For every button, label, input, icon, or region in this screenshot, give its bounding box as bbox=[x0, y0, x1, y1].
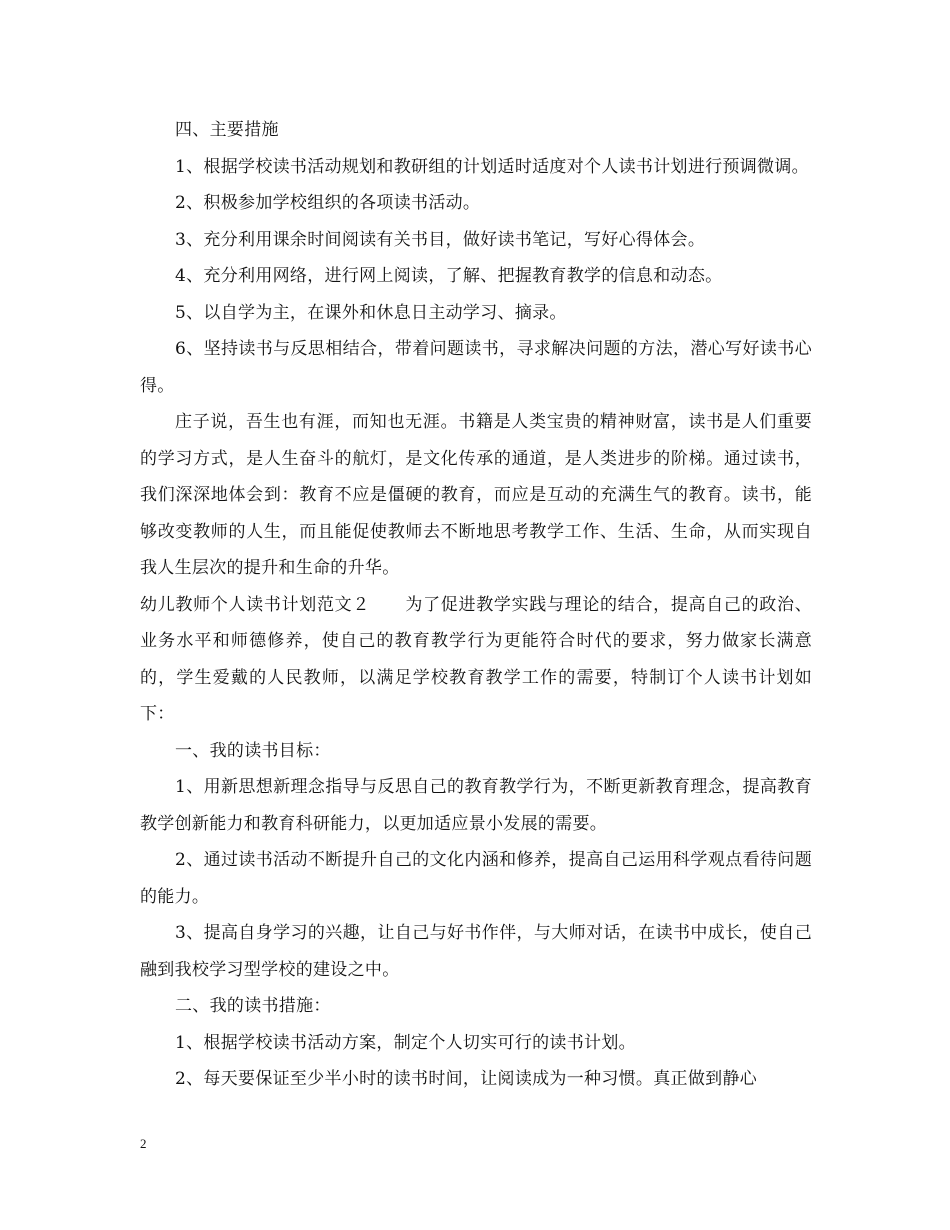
paragraph: 3、提高自身学习的兴趣，让自己与好书作伴，与大师对话，在读书中成长，使自己融到我校学习型学校的建设之中。 bbox=[140, 923, 812, 980]
paragraph: 5、以自学为主，在课外和休息日主动学习、摘录。 bbox=[175, 302, 567, 323]
paragraph: 1、根据学校读书活动规划和教研组的计划适时适度对个人读书计划进行预调微调。 bbox=[175, 156, 809, 177]
paragraph: 二、我的读书措施： bbox=[175, 996, 331, 1016]
paragraph: 2、积极参加学校组织的各项读书活动。 bbox=[175, 193, 481, 213]
paragraph: 1、用新思想新理念指导与反思自己的教育教学行为，不断更新教育理念，提高教育教学创新能力和教育科研能力，以更加适应景小发展的需要。 bbox=[140, 777, 812, 834]
paragraph: 6、坚持读书与反思相结合，带着问题读书，寻求解决问题的方法，潜心写好读书心得。 bbox=[140, 339, 812, 396]
document-body bbox=[140, 112, 812, 1098]
page-number: 2 bbox=[140, 1136, 147, 1151]
paragraph: 一、我的读书目标： bbox=[175, 740, 331, 761]
paragraph: 4、充分利用网络，进行网上阅读，了解、把握教育教学的信息和动态。 bbox=[175, 266, 723, 286]
paragraph: 2、通过读书活动不断提升自己的文化内涵和修养，提高自己运用科学观点看待问题的能力。 bbox=[140, 850, 812, 907]
paragraph: 3、充分利用课余时间阅读有关书目，做好读书笔记，写好心得体会。 bbox=[175, 229, 706, 250]
paragraph: 1、根据学校读书活动方案，制定个人切实可行的读书计划。 bbox=[175, 1032, 636, 1053]
paragraph: 2、每天要保证至少半小时的读书时间，让阅读成为一种习惯。真正做到静心 bbox=[175, 1069, 758, 1089]
paragraph: 幼儿教师个人读书计划范文２ 为了促进教学实践与理论的结合，提高自己的政治、业务水平和师德修养，使自己的教育教学行为更能符合时代的要求，努力做家长满意的，学生爱戴的人民教师，以满足学校教育教学工作的需要，特制订个人读书计划如下： bbox=[140, 594, 812, 724]
paragraph: 四、主要措施 bbox=[175, 120, 279, 140]
paragraph: 庄子说，吾生也有涯，而知也无涯。书籍是人类宝贵的精神财富，读书是人们重要的学习方式，是人生奋斗的航灯，是文化传承的通道，是人类进步的阶梯。通过读书，我们深深地体会到：教育不应是僵硬的教育，而应是互动的充满生气的教育。读书，能够改变教师的人生，而且能促使教师去不断地思考教学工作、生活、生命，从而实现自我人生层次的提升和生命的升华。 bbox=[140, 412, 812, 578]
